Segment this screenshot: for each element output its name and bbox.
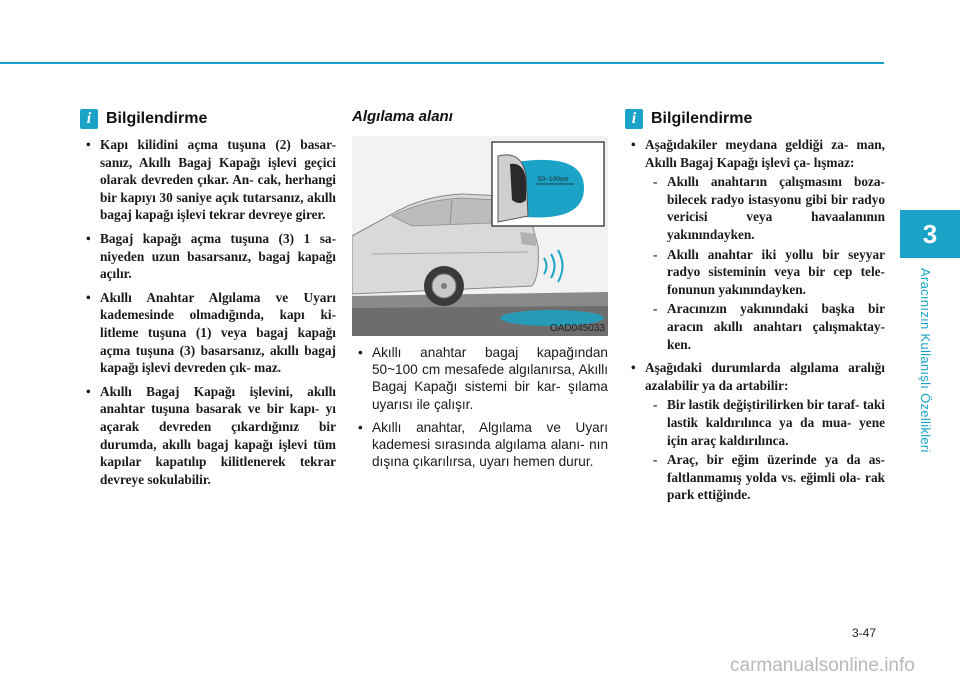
- chapter-title: Aracınızın Kullanışlı Özellikleri: [918, 268, 933, 453]
- range-label: 50~100cm: [538, 176, 569, 183]
- list-item-text: Aşağıdakiler meydana geldiği za- man, Akıllı Bagaj Kapağı işlevi ça- lışmaz:: [645, 137, 885, 170]
- info-heading-left: [80, 108, 336, 130]
- list-item: • Bagaj kapağı açma tuşuna (3) 1 sa- niyeden uzun basarsanız, bagaj kapağı açılır.: [80, 230, 336, 283]
- tail-light: [520, 232, 536, 246]
- signal-wave: [544, 258, 547, 274]
- detection-area-figure: [352, 136, 608, 336]
- signal-wave: [551, 254, 555, 278]
- heading-text: Bilgilendirme: [106, 110, 208, 127]
- list-item: • Akıllı anahtar bagaj kapağından 50~100 cm mesafede algılanırsa, Akıllı Bagaj Kapağı sistemi bir kar- şılama uyarısı ile çalışır.: [352, 344, 608, 413]
- header-rule: [0, 62, 884, 64]
- car-illustration: [352, 136, 608, 336]
- right-bullet-list: [625, 136, 885, 504]
- sub-list-item: - Aracınızın yakınındaki başka bir aracın akıllı anahtarı çalışmaktay- ken.: [645, 300, 885, 353]
- list-item: • Kapı kilidini açma tuşuna (2) basar- sanız, Akıllı Bagaj Kapağı işlevi geçici olarak devreden çıkar. An- cak, herhangi bir kapıyı 30 saniye açık tutarsanız, akıllı bagaj kapağı işlevi tekrar devreye girer.: [80, 136, 336, 224]
- heading-text: Bilgilendirme: [651, 110, 753, 127]
- left-column: [80, 108, 336, 494]
- sub-list-item: - Akıllı anahtar iki yollu bir seyyar radyo sisteminin veya bir cep tele- fonunun yakınındayken.: [645, 246, 885, 299]
- sub-list: [645, 173, 885, 353]
- left-bullet-list: [80, 136, 336, 488]
- list-item-text: Aşağıdaki durumlarda algılama aralığı azalabilir ya da artabilir:: [645, 360, 885, 393]
- list-item: [625, 136, 885, 353]
- info-icon: i: [625, 109, 643, 129]
- middle-column: [352, 108, 608, 476]
- chapter-number-tab[interactable]: [900, 210, 960, 258]
- chapter-number: 3: [922, 218, 938, 249]
- detection-range-inset: [492, 142, 604, 226]
- middle-bullet-list: [352, 344, 608, 470]
- list-item: • Akıllı Bagaj Kapağı işlevini, akıllı anahtar tuşuna basarak ve bir kapı- yı açarak devreden çıkardığınız bir durumda, akıllı bagaj kapağı işlevi tüm kapılar kapatılıp kilitlenerek tekrar devreye sokulabilir.: [80, 383, 336, 489]
- watermark: carmanualsonline.info: [730, 655, 915, 676]
- sub-list-item: - Araç, bir eğim üzerinde ya da as- faltlanmamış yolda vs. eğimli ola- rak park ettiğinde.: [645, 451, 885, 504]
- info-heading-right: [625, 108, 885, 130]
- list-item: • Akıllı Anahtar Algılama ve Uyarı kademesinde olmadığında, kapı ki- litleme tuşuna (1) veya bagaj kapağı açma tuşuna (3) basarsanız, akıllı bagaj kapağı işlevi devreden çık- maz.: [80, 289, 336, 377]
- info-icon: i: [80, 109, 98, 129]
- wheel-hub: [441, 283, 447, 289]
- sub-list-item: - Akıllı anahtarın çalışmasını boza- bilecek radyo istasyonu gibi bir radyo vericisi veya havaalanının yakınındayken.: [645, 173, 885, 243]
- road-edge: [352, 292, 608, 308]
- right-column: [625, 108, 885, 510]
- signal-wave: [558, 250, 563, 282]
- list-item: • Akıllı anahtar, Algılama ve Uyarı kademesi sırasında algılama alanı- nın dışına çıkarılırsa, uyarı hemen durur.: [352, 419, 608, 471]
- sub-list: [645, 396, 885, 504]
- sub-list-item: - Bir lastik değiştirilirken bir taraf- taki lastik kaldırılınca ya da mua- yene için araç kaldırılınca.: [645, 396, 885, 449]
- page-number: 3-47: [852, 626, 877, 640]
- section-title: Algılama alanı: [352, 108, 453, 125]
- list-item: [625, 359, 885, 504]
- figure-code: OAD045033: [549, 323, 605, 334]
